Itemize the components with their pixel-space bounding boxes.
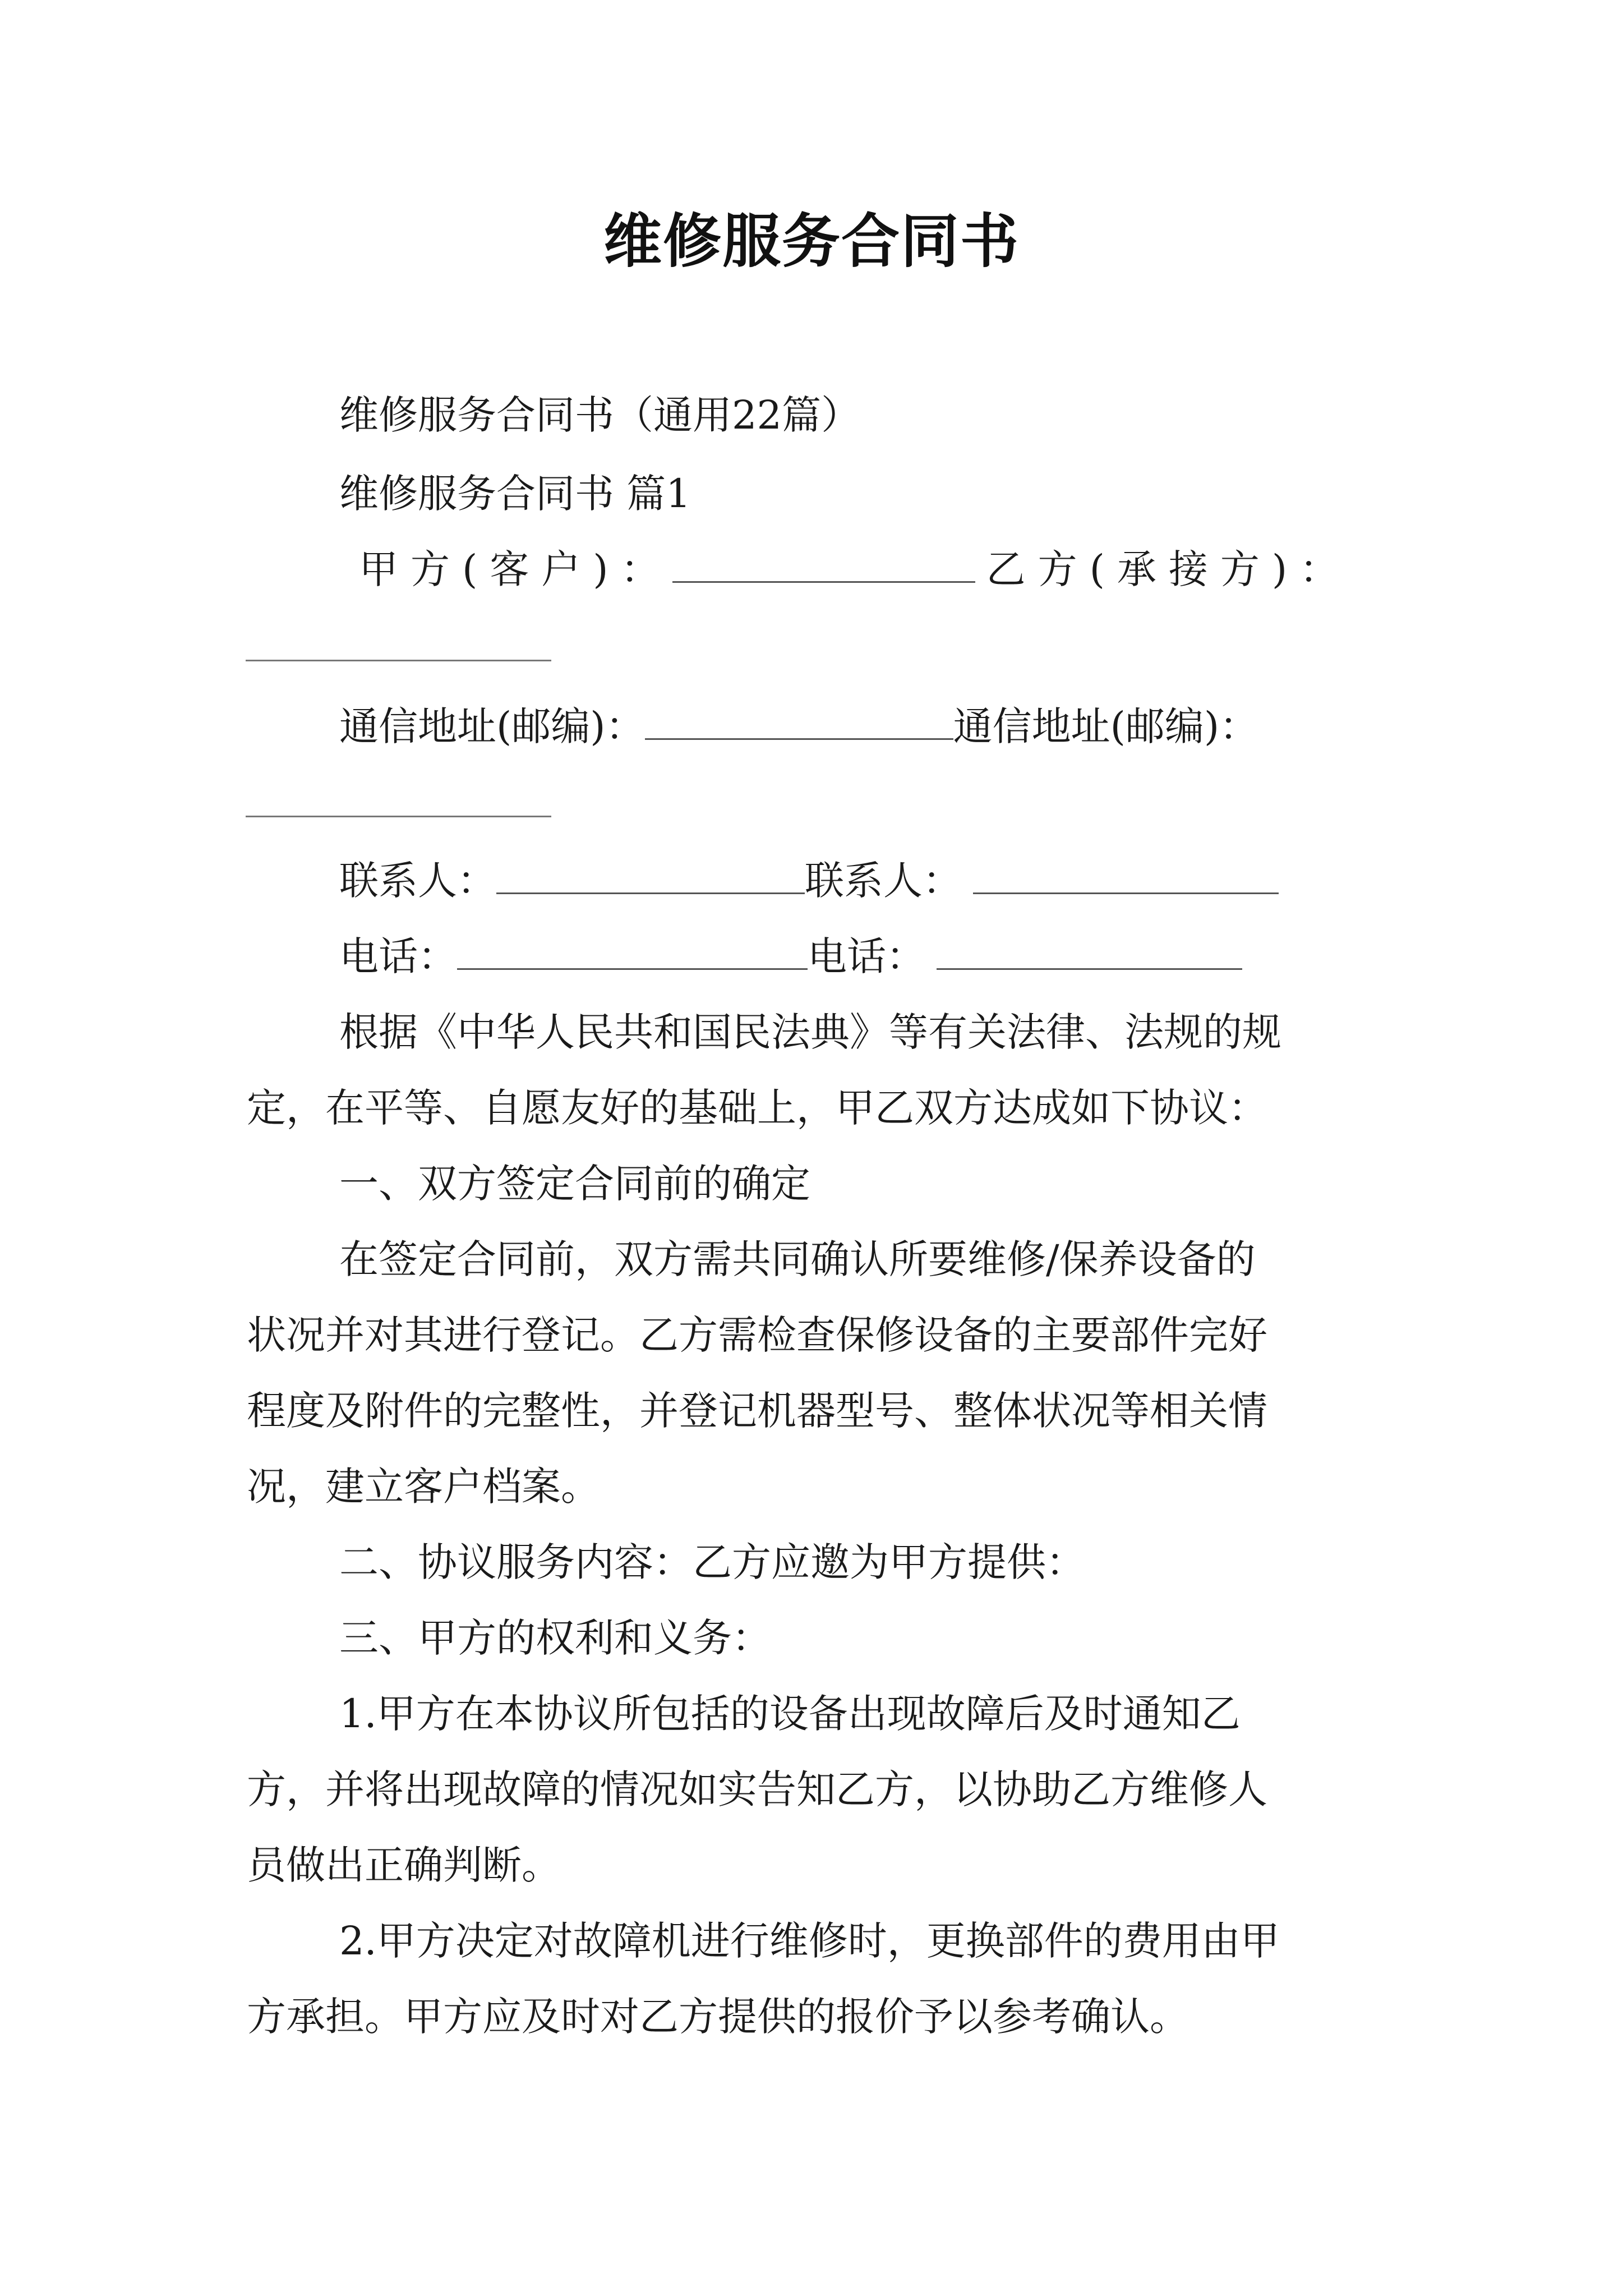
section-heading: 维修服务合同书 篇1 bbox=[339, 471, 691, 517]
phone-b-blank bbox=[937, 935, 1242, 970]
address-b-label: 通信地址(邮编)： bbox=[953, 703, 1259, 749]
document-title: 维修服务合同书 bbox=[603, 207, 1020, 275]
item1-line-3: 员做出正确判断。 bbox=[247, 1842, 561, 1888]
contact-a-label: 联系人： bbox=[339, 858, 496, 904]
clause1-heading: 一、双方签定合同前的确定 bbox=[339, 1161, 810, 1207]
party-a-label: 甲方(客户)： bbox=[359, 546, 672, 592]
phone-b-label: 电话： bbox=[808, 933, 925, 979]
contact-b-label: 联系人： bbox=[805, 858, 962, 904]
party-a-blank bbox=[672, 547, 975, 583]
clause2-heading: 二、协议服务内容：乙方应邀为甲方提供： bbox=[339, 1539, 1085, 1585]
item2-line-2: 方承担。甲方应及时对乙方提供的报价予以参考确认。 bbox=[247, 1994, 1189, 2040]
party-a-row bbox=[359, 541, 1351, 597]
phone-a-blank bbox=[457, 935, 808, 970]
clause3-heading: 三、甲方的权利和义务： bbox=[339, 1615, 771, 1661]
address-row bbox=[339, 698, 1258, 754]
clause1-line-2: 状况并对其进行登记。乙方需检查保修设备的主要部件完好 bbox=[247, 1312, 1267, 1358]
address-a-label: 通信地址(邮编)： bbox=[339, 703, 645, 749]
intro-line-2: 定，在平等、自愿友好的基础上，甲乙双方达成如下协议： bbox=[247, 1085, 1267, 1131]
clause1-line-3: 程度及附件的完整性，并登记机器型号、整体状况等相关情 bbox=[247, 1388, 1267, 1434]
item1-line-1: 1.甲方在本协议所包括的设备出现故障后及时通知乙 bbox=[339, 1691, 1241, 1737]
document-subtitle: 维修服务合同书（通用22篇） bbox=[339, 392, 861, 438]
item2-line-1: 2.甲方决定对故障机进行维修时，更换部件的费用由甲 bbox=[339, 1918, 1280, 1964]
contact-b-blank bbox=[973, 859, 1279, 894]
address-a-blank bbox=[645, 705, 953, 740]
contact-a-blank bbox=[496, 859, 805, 894]
address-b-blank bbox=[246, 813, 551, 817]
item1-line-2: 方，并将出现故障的情况如实告知乙方，以协助乙方维修人 bbox=[247, 1766, 1267, 1812]
clause1-line-4: 况，建立客户档案。 bbox=[247, 1464, 600, 1510]
contact-row bbox=[339, 853, 1279, 909]
phone-a-label: 电话： bbox=[339, 933, 457, 979]
clause1-line-1: 在签定合同前，双方需共同确认所要维修/保养设备的 bbox=[339, 1236, 1256, 1282]
intro-line-1: 根据《中华人民共和国民法典》等有关法律、法规的规 bbox=[339, 1009, 1281, 1055]
party-b-label: 乙方(承接方)： bbox=[986, 546, 1352, 592]
party-b-blank bbox=[246, 657, 551, 661]
phone-row bbox=[339, 928, 1242, 984]
